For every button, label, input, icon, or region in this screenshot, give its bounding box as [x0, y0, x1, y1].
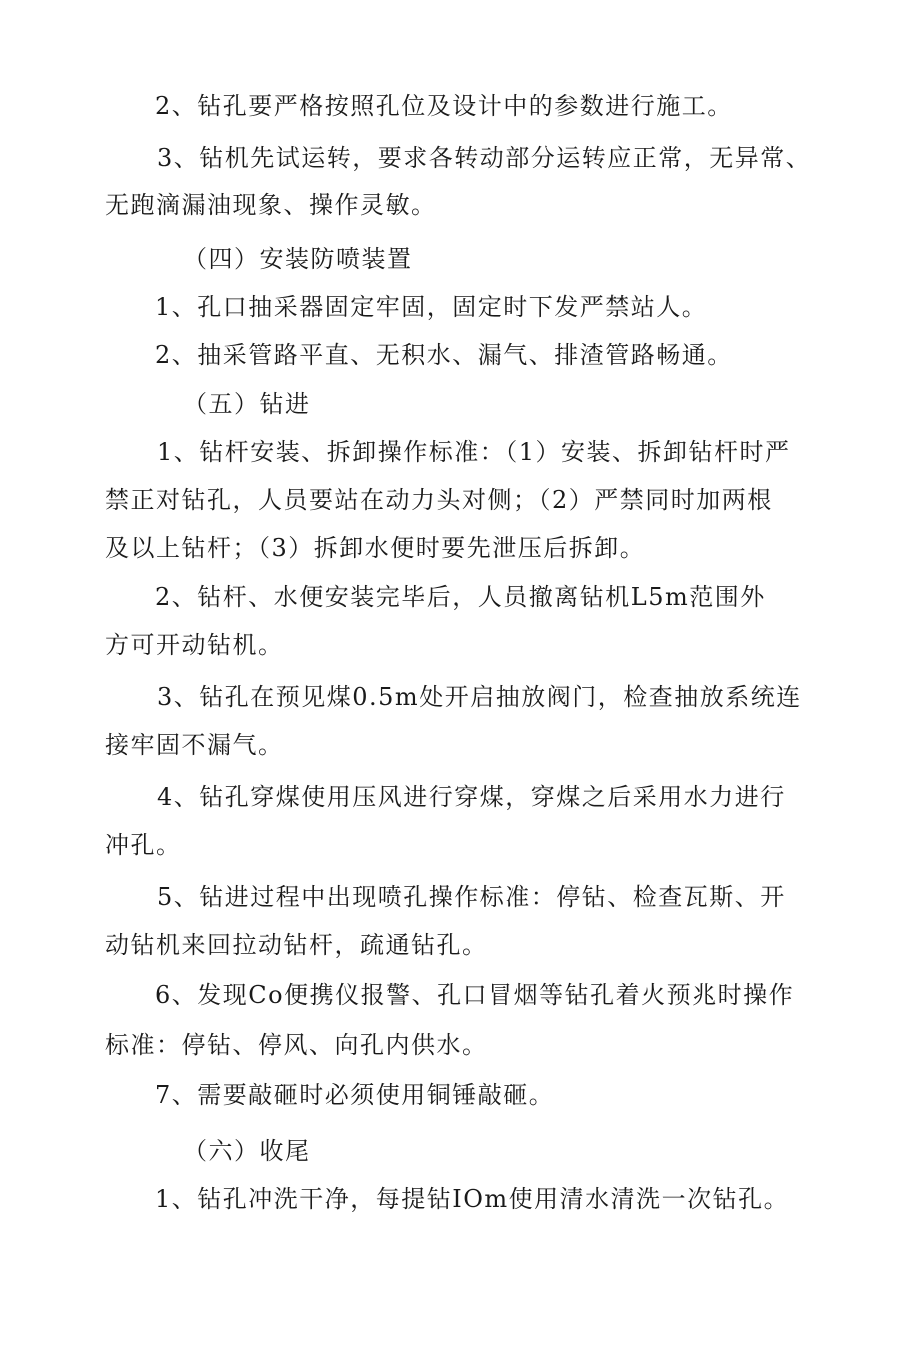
paragraph-fire-warning: 6、发现Co便携仪报警、孔口冒烟等钻孔着火预兆时操作 [155, 981, 795, 1009]
section-heading-5: （五）钻进 [183, 390, 311, 418]
paragraph-flush-borehole: 1、钻孔冲洗干净，每提钻IOm使用清水清洗一次钻孔。 [155, 1185, 790, 1213]
paragraph-extractor-fixed: 1、孔口抽采器固定牢固，固定时下发严禁站人。 [155, 293, 708, 321]
paragraph-evacuate-cont: 方可开动钻机。 [105, 631, 284, 659]
paragraph-blowout-handling: 5、钻进过程中出现喷孔操作标准：停钻、检查瓦斯、开 [157, 883, 786, 911]
paragraph-evacuate: 2、钻杆、水便安装完毕后，人员撤离钻机L5m范围外 [155, 583, 766, 611]
section-heading-4: （四）安装防喷装置 [183, 245, 413, 273]
paragraph-drilling-parameters: 2、钻孔要严格按照孔位及设计中的参数进行施工。 [155, 92, 733, 120]
paragraph-drill-trial-run: 3、钻机先试运转，要求各转动部分运转应正常，无异常、 [157, 144, 812, 172]
paragraph-drill-trial-run-cont: 无跑滴漏油现象、操作灵敏。 [105, 191, 437, 219]
paragraph-coal-penetration: 4、钻孔穿煤使用压风进行穿煤，穿煤之后采用水力进行 [157, 783, 786, 811]
paragraph-rod-install-cont-1: 禁正对钻孔，人员要站在动力头对侧；（2）严禁同时加两根 [105, 486, 773, 514]
paragraph-rod-install: 1、钻杆安装、拆卸操作标准：（1）安装、拆卸钻杆时严 [157, 438, 791, 466]
section-heading-6: （六）收尾 [183, 1137, 311, 1165]
paragraph-open-valve: 3、钻孔在预见煤0.5m处开启抽放阀门，检查抽放系统连 [157, 683, 802, 711]
paragraph-pipeline-straight: 2、抽采管路平直、无积水、漏气、排渣管路畅通。 [155, 341, 733, 369]
paragraph-blowout-handling-cont: 动钻机来回拉动钻杆，疏通钻孔。 [105, 931, 488, 959]
paragraph-copper-hammer: 7、需要敲砸时必须使用铜锤敲砸。 [155, 1081, 555, 1109]
paragraph-rod-install-cont-2: 及以上钻杆；（3）拆卸水便时要先泄压后拆卸。 [105, 534, 646, 562]
paragraph-coal-penetration-cont: 冲孔。 [105, 831, 182, 859]
paragraph-open-valve-cont: 接牢固不漏气。 [105, 731, 284, 759]
paragraph-fire-warning-cont: 标准：停钻、停风、向孔内供水。 [105, 1031, 488, 1059]
